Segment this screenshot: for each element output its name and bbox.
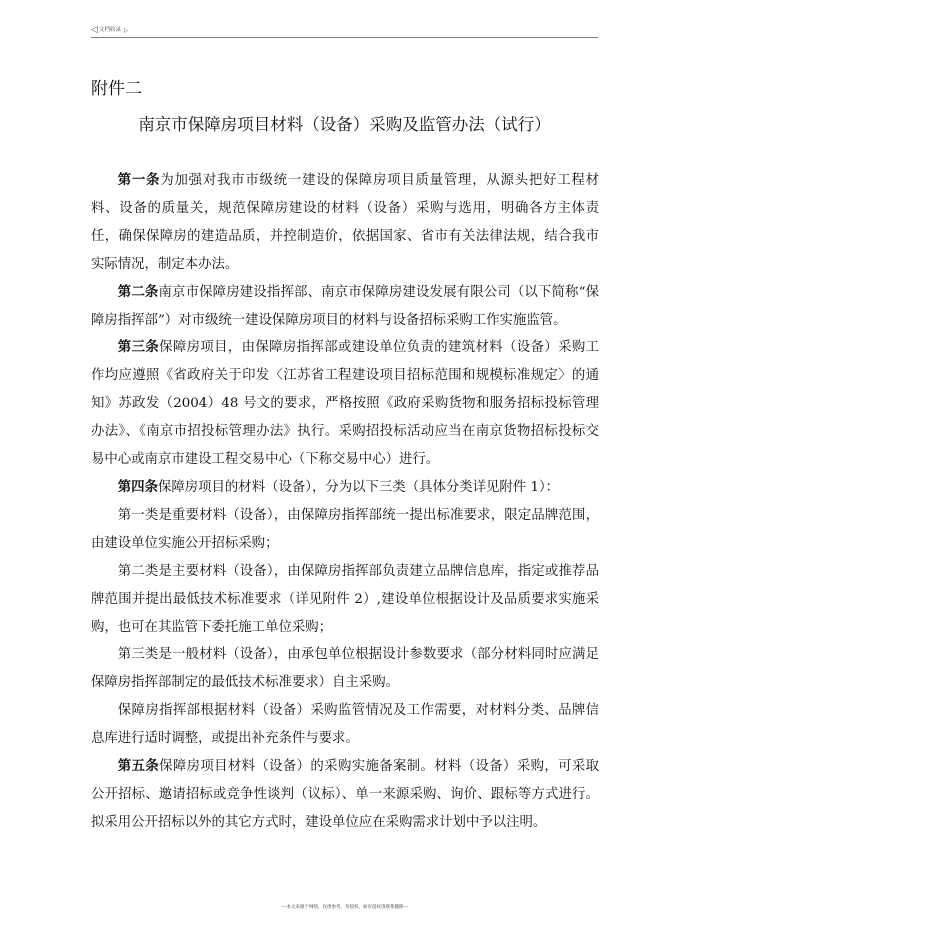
paragraph-category-2 [91,558,599,642]
article-number: 第三条 [117,339,160,356]
header-arrow-icon: ▷ [124,27,129,34]
paragraph-text: 第二类是主要材料（设备），由保障房指挥部负责建立品牌信息库，指定或推荐品牌范围并提出最低技术标准要求（详见附件 2）,建设单位根据设计及品质要求实施采购，也可在其监管下委托施工单位采购； [91,563,599,635]
document-title: 南京市保障房项目材料（设备）采购及监管办法（试行） [138,115,551,134]
paragraph-text: 保障房项目的材料（设备），分为以下三类（具体分类详见附件 1）： [157,479,560,495]
article-number: 第四条 [117,478,158,495]
paragraph-text: 保障房项目材料（设备）的采购实施备案制。材料（设备）采购，可采取公开招标、邀请招标或竞争性谈判（议标）、单一来源采购、询价、跟标等方式进行。拟采用公开招标以外的其它方式时，建设单位应在采购需求计划中予以注明。 [91,759,600,830]
paragraph-text: 保障房项目，由保障房指挥部或建设单位负责的建筑材料（设备）采购工作均应遵照《省政府关于印发〈江苏省工程建设项目招标范围和规模标准规定〉的通知》苏政发（2004）48 号文的要求，严格按照《政府采购货物和服务招标投标管理办法》、《南京市招投标管理办法》执行。采购招投标活动应当在南京货物招标投标交易中心或南京市建设工程交易中心（下称交易中心）进行。 [91,340,600,468]
document-body [91,167,599,837]
paragraph-article-4 [91,474,599,502]
paragraph-article-5 [91,753,599,837]
paragraph-article-1 [91,167,599,279]
paragraph-text: 为加强对我市市级统一建设的保障房项目质量管理，从源头把好工程材料、设备的质量关，规范保障房建设的材料（设备）采购与选用，明确各方主体责任，确保保障房的建造品质，并控制造价，依据国家、省市有关法律法规，结合我市实际情况，制定本办法。 [91,173,600,272]
article-number: 第一条 [117,172,161,188]
header-text: 文档收录 [99,27,122,33]
annex-label: 附件二 [91,79,142,99]
page-header [91,25,598,38]
paragraph-text: 第三类是一般材料（设备），由承包单位根据设计参数要求（部分材料同时应满足保障房指挥部制定的最低技术标准要求）自主采购。 [91,647,599,691]
paragraph-category-3 [91,641,599,697]
page-footer: ---本文来源于网络，仅供参考，勿侵权，如有侵权请联系删除--- [281,905,409,910]
paragraph-text: 南京市保障房建设指挥部、南京市保障房建设发展有限公司（以下简称“保障房指挥部”）对市级统一建设保障房项目的材料与设备招标采购工作实施监管。 [91,284,600,328]
paragraph-adjustment [91,697,599,753]
paragraph-article-2 [91,279,599,335]
article-number: 第二条 [117,283,159,300]
page-flag-icon: ◁ [91,25,98,35]
paragraph-article-3 [91,334,599,474]
paragraph-category-1 [91,502,599,558]
paragraph-text: 保障房指挥部根据材料（设备）采购监管情况及工作需要，对材料分类、品牌信息库进行适时调整，或提出补充条件与要求。 [91,703,599,747]
paragraph-text: 第一类是重要材料（设备），由保障房指挥部统一提出标准要求，限定品牌范围，由建设单位实施公开招标采购； [91,507,599,551]
article-number: 第五条 [117,758,160,775]
